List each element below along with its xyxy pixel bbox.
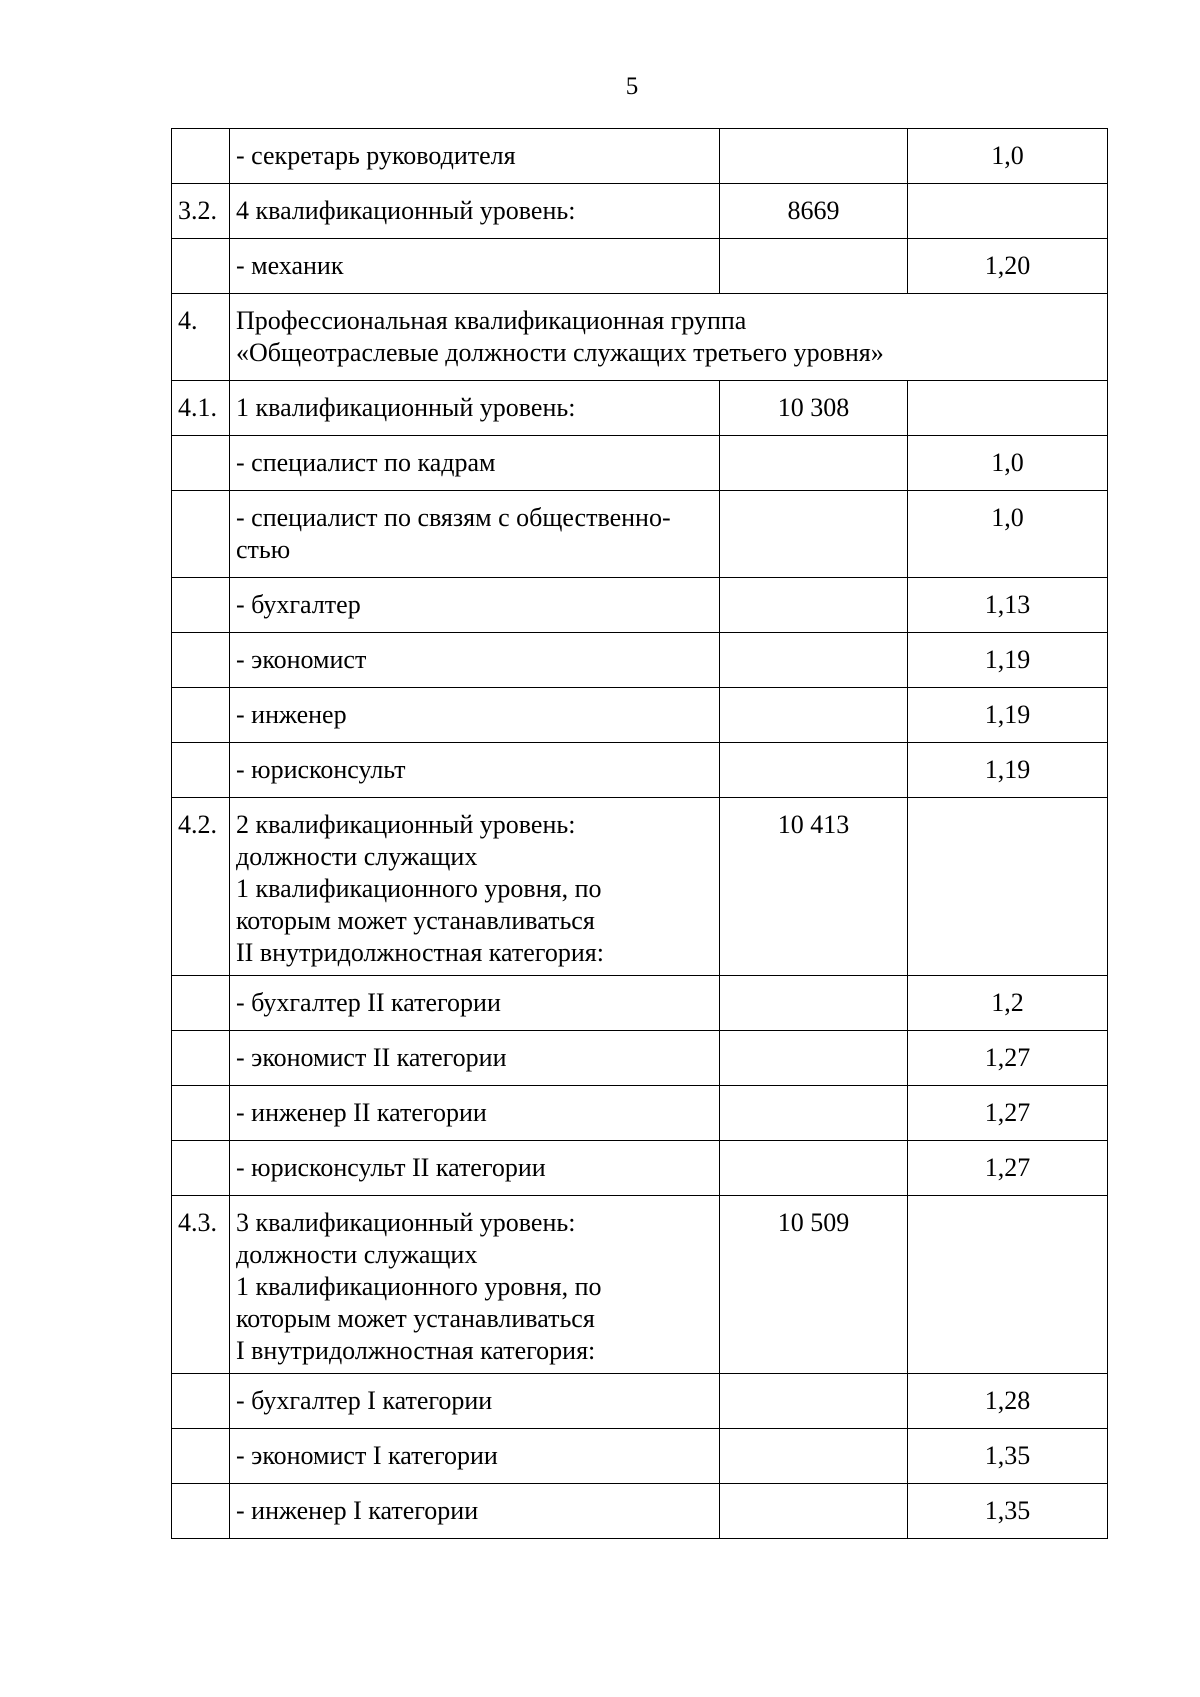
qualification-level: 1 квалификационный уровень: [230, 381, 720, 436]
qualification-level: 2 квалификационный уровень: должности служащих 1 квалификационного уровня, по которым может устанавливаться II внутридолжностная категория: [230, 798, 720, 976]
base-salary [720, 1031, 908, 1086]
coefficient: 1,27 [908, 1141, 1108, 1196]
table-row [172, 1086, 1108, 1141]
base-salary [720, 976, 908, 1031]
base-salary [720, 743, 908, 798]
position-name: - специалист по связям с общественно- стью [230, 491, 720, 578]
position-name: - специалист по кадрам [230, 436, 720, 491]
base-salary [720, 129, 908, 184]
table-row [172, 976, 1108, 1031]
page-number: 5 [625, 73, 639, 100]
table-row [172, 381, 1108, 436]
row-number [172, 1141, 230, 1196]
row-number [172, 1484, 230, 1539]
position-name: - экономист II категории [230, 1031, 720, 1086]
table-row [172, 1429, 1108, 1484]
coefficient [908, 798, 1108, 976]
position-name: - экономист [230, 633, 720, 688]
table-row [172, 1141, 1108, 1196]
coefficient [908, 381, 1108, 436]
table-row [172, 1031, 1108, 1086]
base-salary [720, 1484, 908, 1539]
coefficient: 1,19 [908, 633, 1108, 688]
row-number: 3.2. [172, 184, 230, 239]
coefficient [908, 184, 1108, 239]
row-number: 4.2. [172, 798, 230, 976]
position-name: - инженер I категории [230, 1484, 720, 1539]
base-salary: 8669 [720, 184, 908, 239]
coefficient: 1,19 [908, 743, 1108, 798]
coefficient: 1,27 [908, 1086, 1108, 1141]
row-number [172, 578, 230, 633]
row-number: 4.1. [172, 381, 230, 436]
qualification-level: 3 квалификационный уровень: должности служащих 1 квалификационного уровня, по которым может устанавливаться I внутридолжностная категория: [230, 1196, 720, 1374]
row-number [172, 239, 230, 294]
row-number [172, 1429, 230, 1484]
table-row [172, 239, 1108, 294]
table-row [172, 1374, 1108, 1429]
table-row [172, 688, 1108, 743]
group-title: Профессиональная квалификационная группа «Общеотраслевые должности служащих третьего уровня» [230, 294, 1108, 381]
coefficient: 1,28 [908, 1374, 1108, 1429]
position-name: - юрисконсульт II категории [230, 1141, 720, 1196]
base-salary: 10 413 [720, 798, 908, 976]
position-name: - инженер II категории [230, 1086, 720, 1141]
table-row [172, 578, 1108, 633]
row-number [172, 436, 230, 491]
table-row [172, 1196, 1108, 1374]
coefficient [908, 1196, 1108, 1374]
base-salary [720, 633, 908, 688]
base-salary [720, 1141, 908, 1196]
table-row [172, 743, 1108, 798]
position-name: - секретарь руководителя [230, 129, 720, 184]
coefficient: 1,19 [908, 688, 1108, 743]
position-name: - механик [230, 239, 720, 294]
position-name: - бухгалтер [230, 578, 720, 633]
qualification-table [171, 128, 1108, 1539]
coefficient: 1,20 [908, 239, 1108, 294]
base-salary [720, 1374, 908, 1429]
coefficient: 1,0 [908, 129, 1108, 184]
base-salary: 10 509 [720, 1196, 908, 1374]
coefficient: 1,35 [908, 1484, 1108, 1539]
table-row [172, 184, 1108, 239]
row-number [172, 743, 230, 798]
row-number [172, 1086, 230, 1141]
coefficient: 1,0 [908, 491, 1108, 578]
coefficient: 1,27 [908, 1031, 1108, 1086]
row-number: 4. [172, 294, 230, 381]
row-number [172, 688, 230, 743]
base-salary [720, 1086, 908, 1141]
position-name: - юрисконсульт [230, 743, 720, 798]
row-number: 4.3. [172, 1196, 230, 1374]
table-row [172, 491, 1108, 578]
table-row-group-header [172, 294, 1108, 381]
row-number [172, 976, 230, 1031]
row-number [172, 633, 230, 688]
row-number [172, 1374, 230, 1429]
coefficient: 1,35 [908, 1429, 1108, 1484]
table-row [172, 798, 1108, 976]
position-name: - экономист I категории [230, 1429, 720, 1484]
coefficient: 1,0 [908, 436, 1108, 491]
table-row [172, 436, 1108, 491]
position-name: - бухгалтер II категории [230, 976, 720, 1031]
table-row [172, 1484, 1108, 1539]
table-row [172, 633, 1108, 688]
position-name: - бухгалтер I категории [230, 1374, 720, 1429]
base-salary [720, 688, 908, 743]
table-row [172, 129, 1108, 184]
coefficient: 1,2 [908, 976, 1108, 1031]
base-salary [720, 578, 908, 633]
base-salary [720, 491, 908, 578]
position-name: - инженер [230, 688, 720, 743]
coefficient: 1,13 [908, 578, 1108, 633]
base-salary [720, 239, 908, 294]
row-number [172, 129, 230, 184]
row-number [172, 491, 230, 578]
row-number [172, 1031, 230, 1086]
base-salary: 10 308 [720, 381, 908, 436]
qualification-level: 4 квалификационный уровень: [230, 184, 720, 239]
base-salary [720, 1429, 908, 1484]
base-salary [720, 436, 908, 491]
